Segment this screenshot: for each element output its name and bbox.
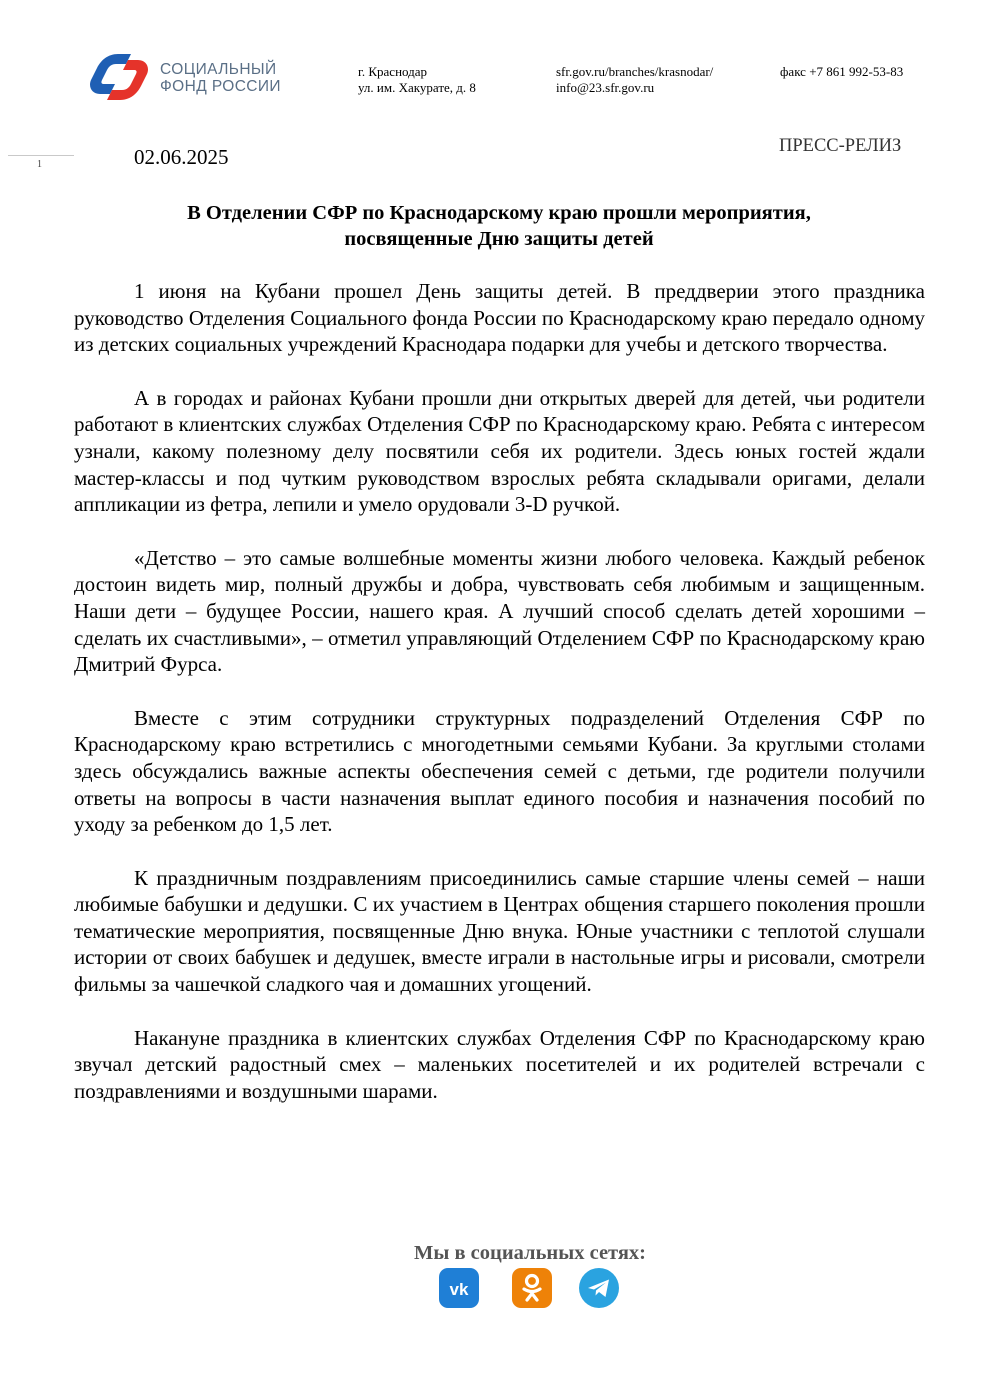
margin-divider <box>8 155 74 156</box>
logo-line-1: СОЦИАЛЬНЫЙ <box>160 61 277 78</box>
fax-number: факс +7 861 992-53-83 <box>780 64 904 79</box>
odnoklassniki-icon[interactable] <box>512 1268 552 1308</box>
page-number: 1 <box>37 159 42 170</box>
headline-line-2: посвященные Дню защиты детей <box>344 228 654 250</box>
headline-line-1: В Отделении СФР по Краснодарскому краю прошли мероприятия, <box>187 202 811 224</box>
paragraph: К праздничным поздравлениям присоединились самые старшие члены семей – наши любимые бабушки и дедушки. С их участием в Центрах общения старшего поколения прошли тематические мероприятия, посвященные Дню внука. Юные участники с теплотой слушали истории от своих бабушек и дедушек, вместе играли в настольные игры и рисовали, смотрели фильмы за чашечкой сладкого чая и домашних угощений. <box>74 865 925 997</box>
sfr-logo-icon <box>82 48 152 106</box>
contacts-block <box>556 64 713 96</box>
paragraph: 1 июня на Кубани прошел День защиты детей. В преддверии этого праздника руководство Отделения Социального фонда России по Краснодарскому краю передало одному из детских социальных учреждений Краснодара подарки для учебы и детского творчества. <box>74 279 925 357</box>
email-link[interactable]: info@23.sfr.gov.ru <box>556 80 655 95</box>
press-release-label: ПРЕСС-РЕЛИЗ <box>779 136 902 156</box>
paragraph: «Детство – это самые волшебные моменты жизни любого человека. Каждый ребенок достоин видеть мир, полный дружбы и добра, чувствовать себя любимым и защищенным. Наши дети – будущее России, нашего края. А лучший способ сделать детей хорошими – сделать их счастливыми», – отметил управляющий Отделением СФР по Краснодарскому краю Дмитрий Фурса. <box>74 545 925 677</box>
paragraph: Накануне праздника в клиентских службах Отделения СФР по Краснодарскому краю звучал детский радостный смех – маленьких посетителей и их родителей встречали с поздравлениями и воздушными шарами. <box>74 1025 925 1103</box>
headline <box>74 200 924 252</box>
street-address: ул. им. Хакурате, д. 8 <box>358 80 476 95</box>
telegram-icon[interactable] <box>579 1268 619 1308</box>
vk-icon[interactable] <box>439 1268 479 1308</box>
logo-wordmark <box>160 61 281 95</box>
paragraph: А в городах и районах Кубани прошли дни открытых дверей для детей, чьи родители работают в клиентских службах Отделения СФР по Краснодарскому краю. Ребята с интересом узнали, какому полезному делу посвятили себя их родители. Здесь юных гостей ждали мастер-классы и под чутким руководством взрослых ребята складывали оригами, делали аппликации из фетра, лепили и умело орудовали 3-D ручкой. <box>74 385 925 517</box>
svg-text:vk: vk <box>449 1280 469 1299</box>
social-title: Мы в социальных сетях: <box>413 1242 647 1264</box>
city: г. Краснодар <box>358 64 428 79</box>
address-block <box>358 64 476 96</box>
logo-line-2: ФОНД РОССИИ <box>160 78 281 95</box>
release-date: 02.06.2025 <box>134 145 229 169</box>
website-link[interactable]: sfr.gov.ru/branches/krasnodar/ <box>556 64 714 79</box>
paragraph: Вместе с этим сотрудники структурных подразделений Отделения СФР по Краснодарскому краю встретились с многодетными семьями Кубани. За круглыми столами здесь обсуждались важные аспекты обеспечения семей с детьми, где родители получили ответы на вопросы в части назначения выплат единого пособия и назначения пособий по уходу за ребенком до 1,5 лет. <box>74 705 925 837</box>
article-body <box>74 278 925 1131</box>
